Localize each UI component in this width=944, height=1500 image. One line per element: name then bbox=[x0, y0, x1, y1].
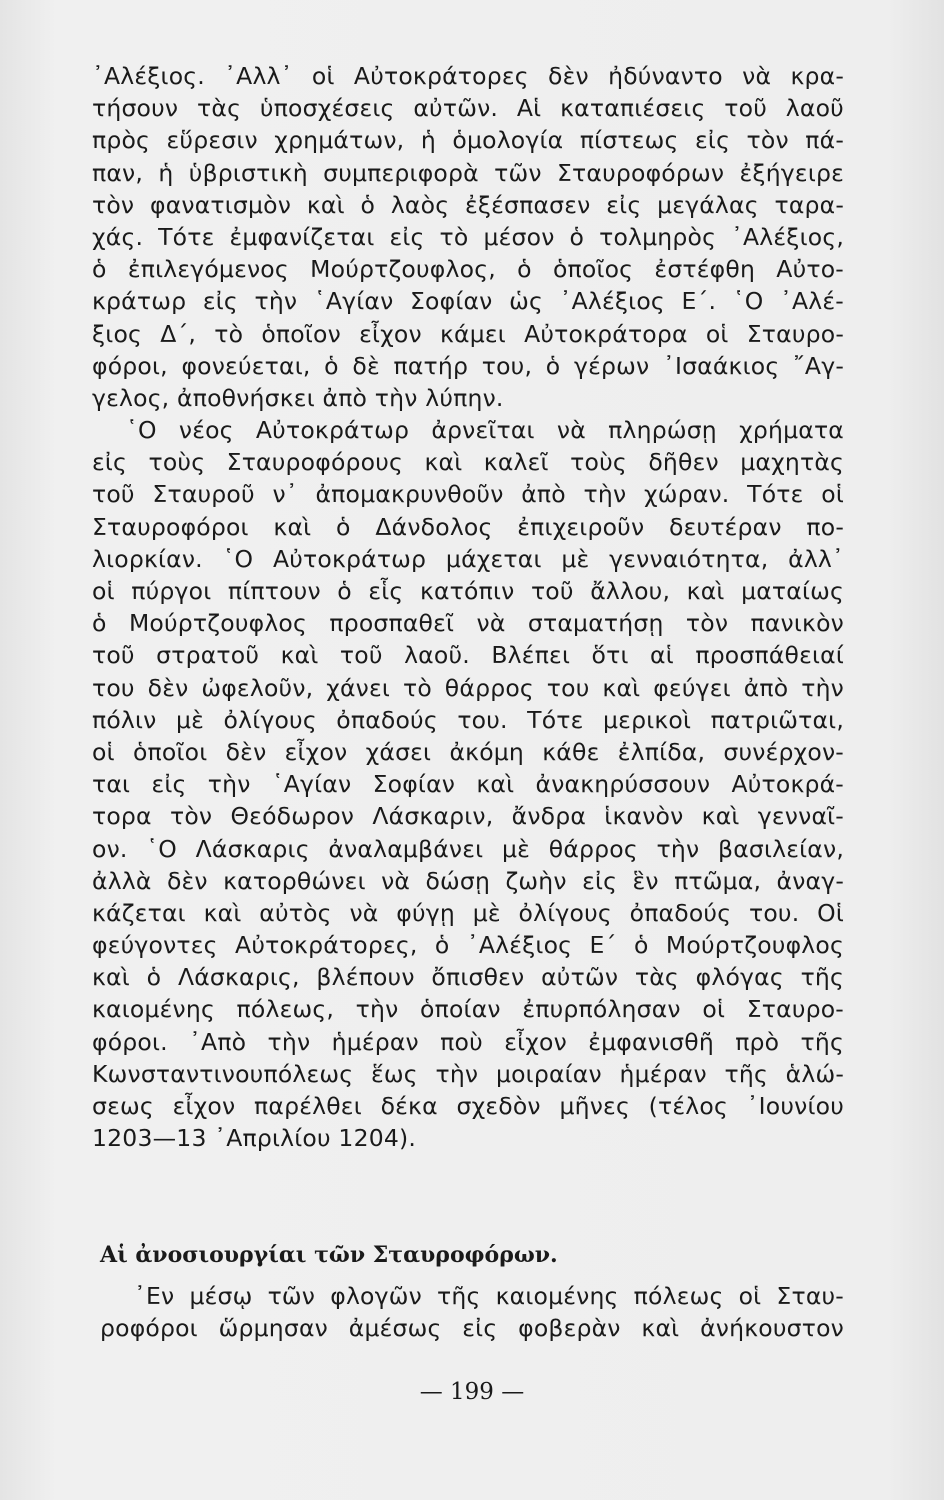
text-line: λιορκίαν. ῾Ο Αὐτοκράτωρ μάχεται μὲ γενναιότητα, ἀλλ᾿ bbox=[92, 544, 844, 573]
text-line: καιομένης πόλεως, τὴν ὁποίαν ἐπυρπόλησαν οἱ Σταυρο- bbox=[92, 995, 844, 1024]
text-line: φεύγοντες Αὐτοκράτορες, ὁ ᾿Αλέξιος Ε΄ ὁ Μούρτζουφλος bbox=[92, 931, 844, 960]
text-line: φόροι. ᾿Απὸ τὴν ἡμέραν ποὺ εἶχον ἐμφανισθῆ πρὸ τῆς bbox=[92, 1027, 844, 1056]
text-line: πόλιν μὲ ὀλίγους ὀπαδούς του. Τότε μερικοὶ πατριῶται, bbox=[92, 705, 844, 734]
text-line: Σταυροφόροι καὶ ὁ Δάνδολος ἐπιχειροῦν δευτέραν πο- bbox=[92, 512, 844, 541]
text-line: παν, ἡ ὑβριστικὴ συμπεριφορὰ τῶν Σταυροφόρων ἐξήγειρε bbox=[92, 158, 844, 187]
text-line: ροφόροι ὥρμησαν ἀμέσως εἰς φοβερὰν καὶ ἀνήκουστον bbox=[100, 1314, 844, 1343]
text-line: ὁ ἐπιλεγόμενος Μούρτζουφλος, ὁ ὁποῖος ἐστέφθη Αὐτο- bbox=[92, 255, 844, 284]
text-line: ᾿Αλέξιος. ᾿Αλλ᾿ οἱ Αὐτοκράτορες δὲν ἠδύναντο νὰ κρα- bbox=[92, 62, 844, 90]
text-line: φόροι, φονεύεται, ὁ δὲ πατήρ του, ὁ γέρων ᾿Ισαάκιος ῎Αγ- bbox=[92, 351, 844, 380]
text-line: κάζεται καὶ αὐτὸς νὰ φύγῃ μὲ ὀλίγους ὀπαδούς του. Οἱ bbox=[92, 898, 844, 927]
page-number: — 199 — bbox=[419, 1379, 525, 1405]
text-line: πρὸς εὕρεσιν χρημάτων, ἡ ὁμολογία πίστεως εἰς τὸν πά- bbox=[92, 126, 844, 155]
text-line: ᾿Εν μέσῳ τῶν φλογῶν τῆς καιομένης πόλεως οἱ Σταυ- bbox=[134, 1282, 844, 1310]
text-line: εἰς τοὺς Σταυροφόρους καὶ καλεῖ τοὺς δῆθεν μαχητὰς bbox=[92, 448, 844, 477]
text-line: τορα τὸν Θεόδωρον Λάσκαριν, ἄνδρα ἱκανὸν καὶ γενναῖ- bbox=[92, 802, 844, 831]
main-text-block bbox=[92, 60, 844, 1154]
text-line: ξιος Δ΄, τὸ ὁποῖον εἶχον κάμει Αὐτοκράτορα οἱ Σταυρο- bbox=[92, 319, 844, 348]
text-line: ῾Ο νέος Αὐτοκράτωρ ἀρνεῖται νὰ πληρώσῃ χρήματα bbox=[126, 416, 844, 445]
text-line: σεως εἶχον παρέλθει δέκα σχεδὸν μῆνες (τέλος ᾿Ιουνίου bbox=[92, 1092, 844, 1120]
text-line: κράτωρ εἰς τὴν ῾Αγίαν Σοφίαν ὡς ᾿Αλέξιος Ε΄. ῾Ο ᾿Αλέ- bbox=[92, 287, 844, 316]
text-line: του δὲν ὠφελοῦν, χάνει τὸ θάρρος του καὶ φεύγει ἀπὸ τὴν bbox=[92, 673, 844, 702]
text-line: ἀλλὰ δὲν κατορθώνει νὰ δώσῃ ζωὴν εἰς ἓν πτῶμα, ἀναγ- bbox=[92, 866, 844, 895]
text-line: τοῦ στρατοῦ καὶ τοῦ λαοῦ. Βλέπει ὅτι αἱ προσπάθειαί bbox=[92, 641, 844, 670]
text-line: καὶ ὁ Λάσκαρις, βλέπουν ὄπισθεν αὐτῶν τὰς φλόγας τῆς bbox=[92, 963, 844, 992]
text-line: οἱ ὁποῖοι δὲν εἶχον χάσει ἀκόμη κάθε ἐλπίδα, συνέρχον- bbox=[92, 737, 844, 766]
text-line: τήσουν τὰς ὑποσχέσεις αὐτῶν. Αἱ καταπιέσεις τοῦ λαοῦ bbox=[92, 94, 844, 123]
text-line: γελος, ἀποθνήσκει ἀπὸ τὴν λύπην. bbox=[92, 383, 504, 412]
text-line: τοῦ Σταυροῦ ν᾿ ἀπομακρυνθοῦν ἀπὸ τὴν χώραν. Τότε οἱ bbox=[92, 480, 844, 509]
text-line: χάς. Τότε ἐμφανίζεται εἰς τὸ μέσον ὁ τολμηρὸς ᾿Αλέξιος, bbox=[92, 222, 844, 251]
text-line: ον. ῾Ο Λάσκαρις ἀναλαμβάνει μὲ θάρρος τὴν βασιλείαν, bbox=[92, 834, 844, 863]
text-line: 1203—13 ᾿Απριλίου 1204). bbox=[92, 1124, 417, 1153]
text-line: τὸν φανατισμὸν καὶ ὁ λαὸς ἐξέσπασεν εἰς μεγάλας ταρα- bbox=[92, 190, 844, 219]
closing-text-block bbox=[100, 1280, 844, 1344]
section-heading: Αἱ ἀνοσιουργίαι τῶν Σταυροφόρων. bbox=[100, 1242, 558, 1268]
text-line: ὁ Μούρτζουφλος προσπαθεῖ νὰ σταματήσῃ τὸν πανικὸν bbox=[92, 609, 844, 638]
text-line: Κωνσταντινουπόλεως ἕως τὴν μοιραίαν ἡμέραν τῆς ἁλώ- bbox=[92, 1059, 844, 1088]
text-line: ται εἰς τὴν ῾Αγίαν Σοφίαν καὶ ἀνακηρύσσουν Αὐτοκρά- bbox=[92, 770, 844, 799]
text-line: οἱ πύργοι πίπτουν ὁ εἷς κατόπιν τοῦ ἄλλου, καὶ ματαίως bbox=[92, 577, 844, 605]
